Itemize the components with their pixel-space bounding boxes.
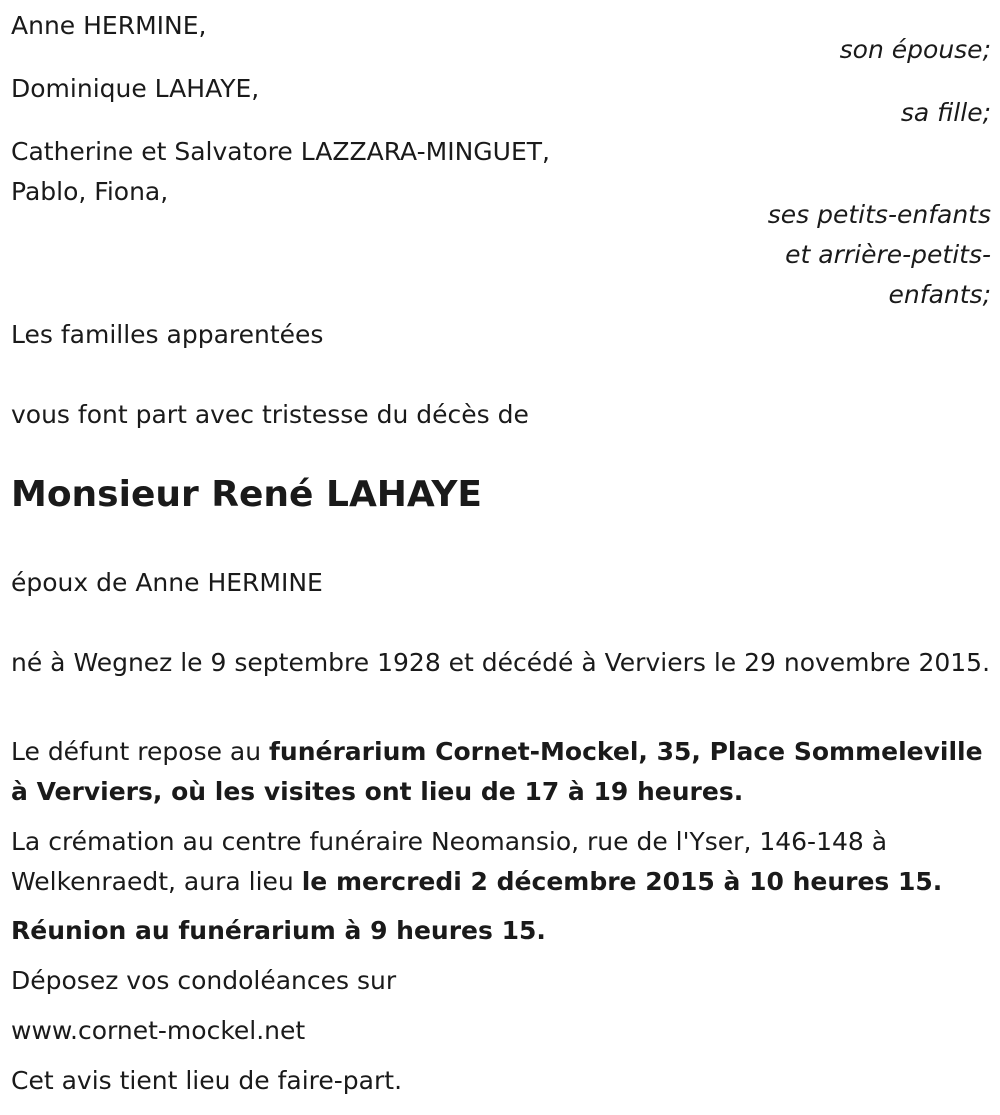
announcement: vous font part avec tristesse du décès de (11, 400, 529, 429)
related-families: Les familles apparentées (11, 320, 324, 349)
condolences-text: Déposez vos condoléances sur (11, 966, 397, 995)
family-name-anne: Anne HERMINE, (11, 11, 207, 40)
family-name-pablo-fiona: Pablo, Fiona, (11, 177, 169, 206)
relation-daughter: sa fille; (900, 98, 991, 127)
website-link[interactable]: www.cornet-mockel.net (11, 1016, 306, 1045)
relation-grandchildren-2: et arrière-petits- (785, 240, 991, 269)
relation-grandchildren-3: enfants; (888, 280, 991, 309)
family-name-dominique: Dominique LAHAYE, (11, 74, 260, 103)
cremation-paragraph (11, 822, 996, 902)
repose-paragraph (11, 732, 996, 812)
reunion-text: Réunion au funérarium à 9 heures 15. (11, 916, 546, 945)
repose-prefix: Le défunt repose au (11, 737, 270, 766)
relation-spouse: son épouse; (839, 35, 991, 64)
cremation-date: le mercredi 2 décembre 2015 à 10 heures 15. (301, 867, 943, 896)
deceased-name: Monsieur René LAHAYE (11, 474, 483, 515)
closing-note: Cet avis tient lieu de faire-part. (11, 1066, 403, 1095)
birth-death: né à Wegnez le 9 septembre 1928 et décédé à Verviers le 29 novembre 2015. (11, 648, 991, 677)
family-name-catherine-salvatore: Catherine et Salvatore LAZZARA-MINGUET, (11, 137, 550, 166)
reunion-line (11, 911, 546, 951)
relation-grandchildren-1: ses petits-enfants (767, 200, 991, 229)
spouse-line: époux de Anne HERMINE (11, 568, 323, 597)
repose-details: funérarium Cornet-Mockel, 35, Place Sommeleville à Verviers, où les visites ont lieu de 17 à 19 heures. (11, 737, 983, 806)
cremation-prefix: La crémation au centre funéraire Neomansio, rue de l'Yser, 146-148 à Welkenraedt, aura lieu (11, 827, 888, 896)
